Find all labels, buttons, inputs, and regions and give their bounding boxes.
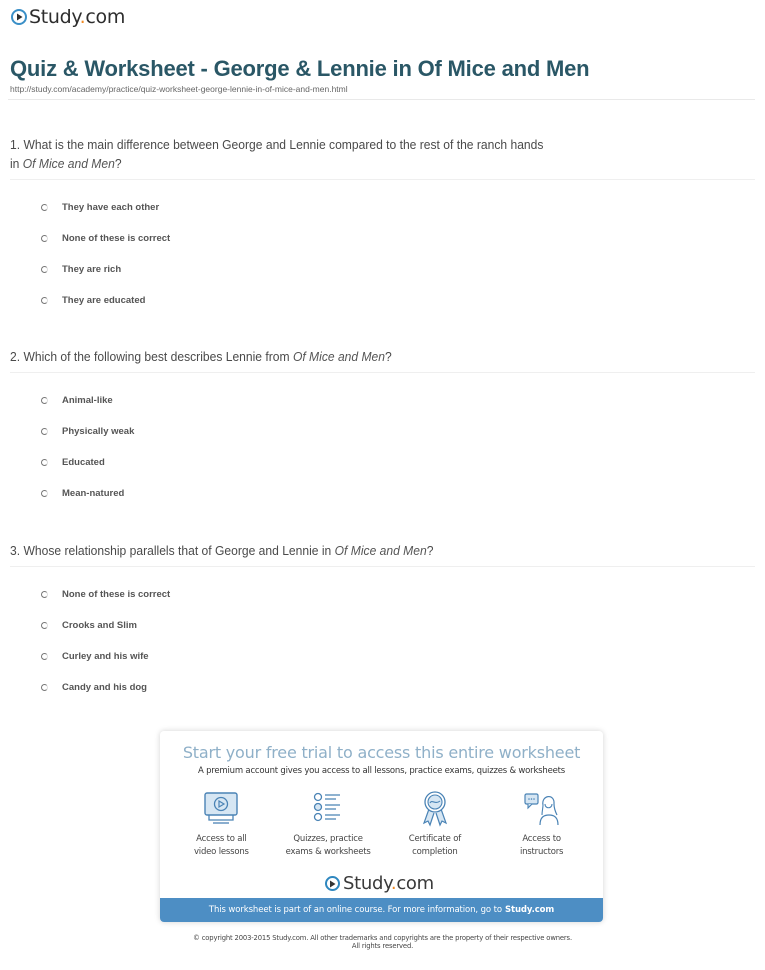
study-com-link[interactable]: Study.com [504,905,555,915]
copyright-notice: © copyright 2003-2015 Study.com. All other trademarks and copyrights are the property of their respective owners. All rights reserved. [193,934,572,950]
radio-button-icon[interactable] [41,684,48,691]
radio-button-icon[interactable] [41,591,48,598]
radio-button-icon[interactable] [41,428,48,435]
question-3 [10,541,755,703]
divider [10,179,755,180]
answer-option[interactable]: None of these is correct [10,579,755,610]
radio-button-icon[interactable] [41,235,48,242]
radio-button-icon[interactable] [41,653,48,660]
answer-option[interactable]: Physically weak [10,416,755,447]
feature-list [160,789,603,859]
radio-button-icon[interactable] [41,490,48,497]
radio-button-icon[interactable] [41,459,48,466]
answer-option[interactable]: Curley and his wife [10,641,755,672]
free-trial-promo [160,731,603,922]
video-monitor-icon [201,789,241,827]
answer-option[interactable]: Candy and his dog [10,672,755,703]
answer-option[interactable]: Animal-like [10,385,755,416]
feature-label: Quizzes, practice exams & worksheets [285,834,371,857]
promo-study-logo[interactable] [325,873,434,894]
answer-option[interactable]: They are rich [10,254,755,285]
radio-button-icon[interactable] [41,204,48,211]
answer-options [10,579,755,703]
feature-certificate [385,789,485,859]
answer-option[interactable]: They have each other [10,192,755,223]
divider [10,566,755,567]
answer-option[interactable]: They are educated [10,285,755,316]
answer-option[interactable]: Crooks and Slim [10,610,755,641]
answer-option[interactable]: None of these is correct [10,223,755,254]
certificate-ribbon-icon [415,789,455,827]
instructor-chat-icon [522,789,562,827]
promo-subheadline: A premium account gives you access to all lessons, practice exams, quizzes & worksheets [197,766,566,776]
feature-label: Access to instructors [519,834,564,857]
page-url[interactable]: http://study.com/academy/practice/quiz-worksheet-george-lennie-in-of-mice-and-men.html [10,84,348,94]
question-text: 3. Whose relationship parallels that of George and Lennie in Of Mice and Men? [10,543,434,558]
feature-quizzes [278,789,378,859]
logo-wordmark: Study.com [29,6,126,28]
feature-label: Certificate of completion [408,834,461,857]
feature-label: Access to all video lessons [193,834,249,857]
logo-wordmark: Study.com [343,873,434,894]
radio-button-icon[interactable] [41,297,48,304]
study-logo[interactable] [11,6,125,28]
answer-option[interactable]: Mean-natured [10,478,755,509]
radio-button-icon[interactable] [41,266,48,273]
play-circle-icon [11,9,27,25]
question-text: 1. What is the main difference between George and Lennie compared to the rest of the ranch hands in Of Mice and Men? [10,137,544,171]
question-text: 2. Which of the following best describes Lennie from Of Mice and Men? [10,349,392,364]
page-title: Quiz & Worksheet - George & Lennie in Of Mice and Men [10,56,590,81]
quiz-list-icon [308,789,348,827]
answer-options [10,385,755,509]
answer-options [10,192,755,316]
radio-button-icon[interactable] [41,622,48,629]
feature-instructors [492,789,592,859]
promo-headline[interactable]: Start your free trial to access this entire worksheet [182,743,581,762]
play-circle-icon [325,876,340,891]
divider [10,372,755,373]
question-1 [10,135,755,316]
answer-option[interactable]: Educated [10,447,755,478]
feature-video-lessons [171,789,271,859]
radio-button-icon[interactable] [41,397,48,404]
online-course-banner[interactable]: This worksheet is part of an online course. For more information, go to Study.com [160,898,603,922]
question-2 [10,347,755,509]
divider [8,99,755,100]
